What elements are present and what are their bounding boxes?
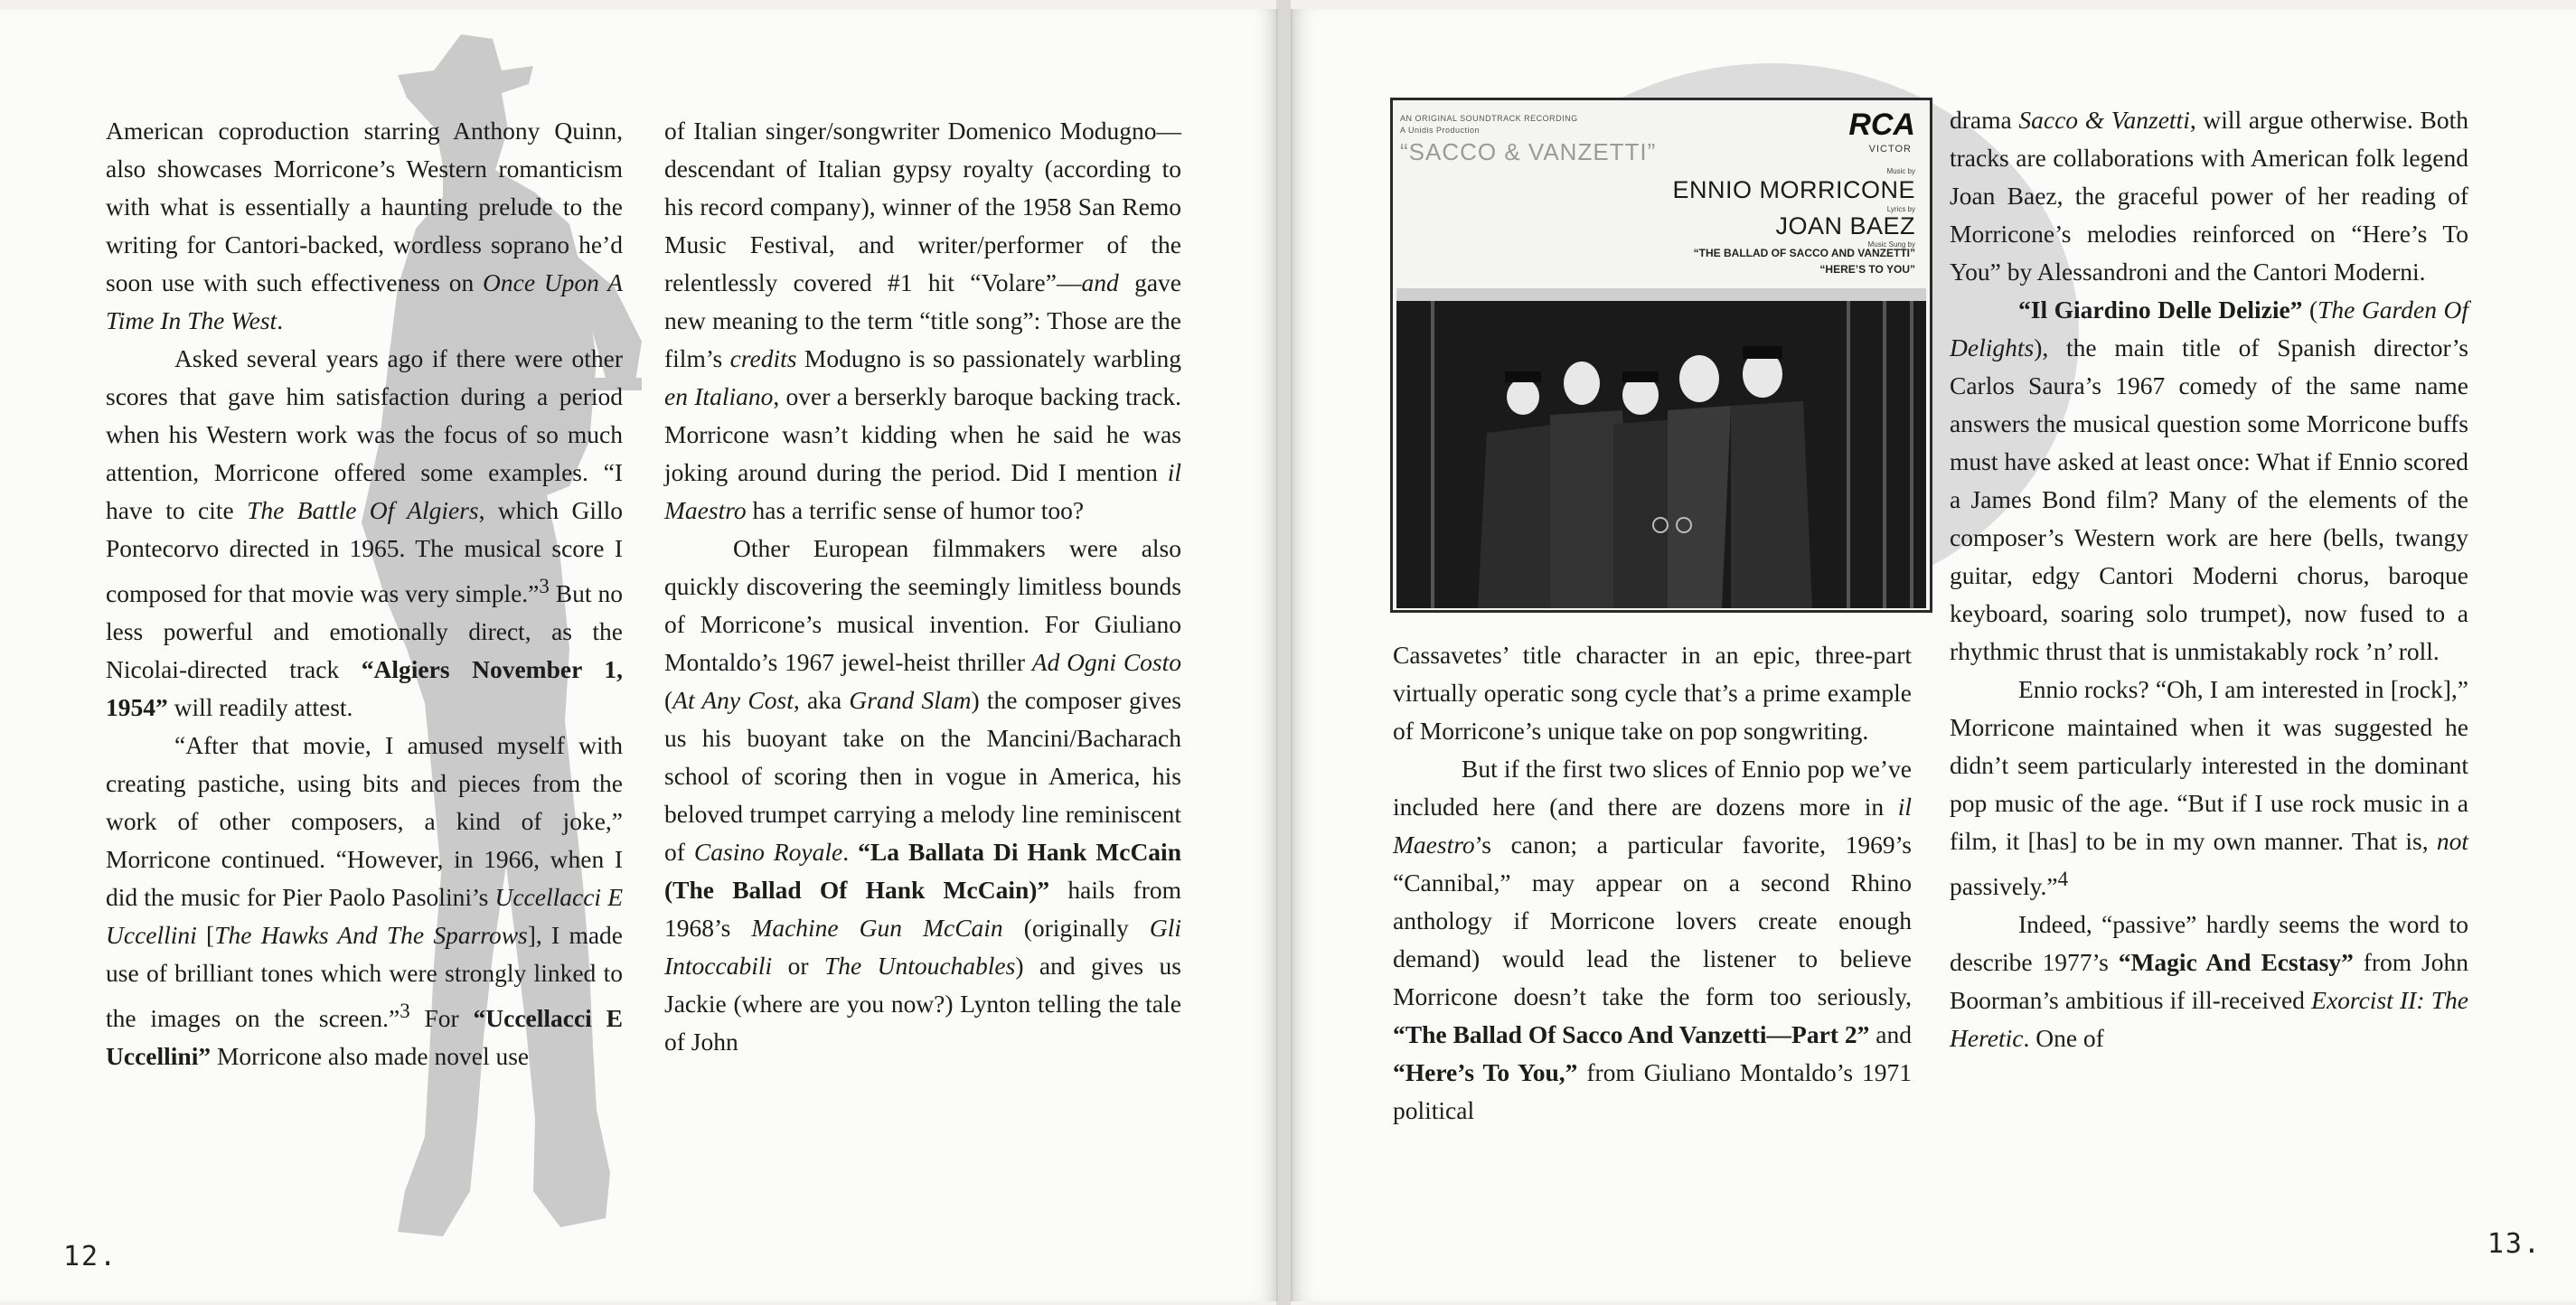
victor-label: VICTOR [1868, 144, 1912, 155]
text: , over a berserkly baroque backing track. Morricone wasn’t kidding when he said he was joking around during the period. Did I mention [664, 382, 1181, 486]
text: American coproduction starring Anthony Quinn, also showcases Morricone’s Western romanticism with what is essentially a haunting prelude to the writing for Cantori-backed, wordless soprano he’d soon use with such effectiveness on [106, 117, 623, 296]
text: ), the main title of Spanish director’s Carlos Saura’s 1967 comedy of the same name answers the musical question some Morricone buffs must have asked at least once: What if Ennio scored a James Bond film? Many of the elements of the composer’s Western work are here (bells, twangy guitar, edgy Cantori Moderni chorus, baroque keyboard, soaring solo trumpet), now fused to a rhythmic thrust that is unmistakably rock ’n’ roll. [1950, 333, 2468, 665]
text: Other European filmmakers were also quickly discovering the seemingly limitless bounds of Morricone’s musical invention. For Giuliano Montaldo’s 1967 jewel-heist thriller [664, 534, 1181, 676]
paragraph [664, 112, 1181, 530]
paragraph [106, 727, 623, 1075]
text: and [1869, 1020, 1912, 1048]
film-title: Casino Royale [693, 838, 843, 866]
text: hails from 1968’s [664, 876, 1181, 942]
text: ( [664, 686, 673, 714]
film-title: Uccellacci E Uccellini [106, 883, 623, 950]
text: passively.” [1950, 872, 2058, 901]
text: . [842, 838, 859, 866]
text: , will argue otherwise. Both tracks are collaborations with American folk legend Joan Baez, the graceful power of her reading of Morricone’s melodies reinforced on “Here’s To You” by Alessandroni and the Cantori Moderni. [1950, 106, 2468, 286]
film-title: At Any Cost [672, 686, 794, 714]
track-title: “The Ballad Of Sacco And Vanzetti—Part 2” [1393, 1020, 1870, 1048]
album-song: “HERE’S TO YOU” [1819, 263, 1915, 276]
footnote-ref: 4 [2057, 868, 2069, 890]
text: But if the first two slices of Ennio pop we’ve included here (and there are dozens more in [1393, 755, 1912, 821]
track-title: “Magic And Ecstasy” [2118, 948, 2354, 977]
text: ], I made use of brilliant tones which were strongly linked to the images on the screen.” [106, 921, 623, 1033]
film-title: Once Upon A Time In The West [106, 268, 623, 334]
paragraph [106, 112, 623, 340]
film-title: Exorcist II: The Heretic [1950, 986, 2468, 1053]
left-column-1 [106, 112, 623, 1075]
paragraph [664, 530, 1181, 1061]
text: from Giuliano Montaldo’s 1971 political [1393, 1058, 1912, 1124]
emphasis: and [1081, 268, 1119, 296]
album-title: “SACCO & VANZETTI” [1400, 138, 1657, 165]
paragraph [1950, 671, 2468, 906]
text: from John Boorman’s ambitious if ill-received [1950, 948, 2468, 1015]
film-title: Gli Intoccabili [664, 914, 1181, 980]
paragraph [1393, 636, 1912, 750]
rca-logo: RCA [1848, 108, 1915, 142]
film-title: The Battle Of Algiers [247, 496, 479, 524]
right-column-1 [1393, 636, 1912, 1130]
page-number-right: 13. [2487, 1228, 2542, 1260]
text: will readily attest. [167, 693, 353, 722]
album-artwork-image [1396, 288, 1926, 608]
page-number-left: 12. [63, 1241, 118, 1272]
emphasis: credits [729, 344, 797, 372]
text: , aka [793, 686, 850, 714]
album-cover-image [1390, 98, 1932, 613]
track-title: “Here’s To You,” [1393, 1058, 1578, 1086]
film-title: The Untouchables [823, 952, 1016, 980]
paragraph [1950, 101, 2468, 291]
text: , which Gillo Pontecorvo directed in 1965. The musical score I composed for that movie was very simple.” [106, 496, 623, 608]
text: (originally [1002, 914, 1150, 942]
track-title: “Il Giardino Delle Delizie” [2018, 296, 2303, 324]
album-artist: JOAN BAEZ [1775, 212, 1915, 239]
paragraph [1950, 906, 2468, 1057]
text: drama [1950, 106, 2019, 134]
emphasis: il Maestro [664, 458, 1181, 524]
text: ) and gives us Jackie (where are you now?) Lynton telling the tale of John [664, 952, 1181, 1056]
album-small-text: AN ORIGINAL SOUNDTRACK RECORDING [1400, 114, 1578, 123]
track-title: “Algiers November 1, 1954” [106, 655, 623, 722]
emphasis: not [2436, 827, 2468, 855]
film-title: Machine Gun McCain [751, 914, 1003, 942]
right-column-2 [1950, 101, 2468, 1057]
text: “After that movie, I amused myself with creating pastiche, using bits and pieces from the work of other composers, a kind of joke,” Morricone continued. “However, in 1966, when I did the music for Pier Paolo Pasolini’s [106, 731, 623, 912]
text: [ [196, 921, 215, 950]
text: . One of [2023, 1024, 2104, 1053]
album-artist: ENNIO MORRICONE [1672, 176, 1915, 203]
text: gave new meaning to the term “title song”: Those are the film’s [664, 268, 1181, 372]
film-title: Sacco & Vanzetti [2018, 106, 2190, 134]
text: Modugno is so passionately warbling [796, 344, 1182, 372]
text: ) the composer gives us his buoyant take on the Mancini/Bacharach school of scoring then in vogue in America, his beloved trumpet carrying a melody line reminiscent of [664, 686, 1182, 866]
emphasis: il Maestro [1393, 793, 1912, 859]
film-title: Grand Slam [849, 686, 972, 714]
film-title: Ad Ogni Costo [1031, 648, 1181, 676]
album-credit: Lyrics by [1886, 205, 1915, 213]
text: Ennio rocks? “Oh, I am interested in [rock],” Morricone maintained when it was suggested he didn’t seem particularly interested in the dominant pop music of the age. “But if I use rock music in a film, it [has] to be in my own manner. That is, [1950, 675, 2468, 855]
text: ( [2302, 296, 2318, 324]
album-credit: Music by [1886, 167, 1915, 175]
album-song: “THE BALLAD OF SACCO AND VANZETTI” [1693, 247, 1915, 259]
right-page [1291, 9, 2576, 1301]
text: ’s canon; a particular favorite, 1969’s “Cannibal,” may appear on a second Rhino anthology if Morricone lovers create enough demand) would lead the listener to believe Morricone doesn’t take the form too seriously, [1393, 831, 1912, 1010]
track-title: “La Ballata Di Hank McCain (The Ballad Of Hank McCain)” [664, 838, 1181, 904]
emphasis: en Italiano [664, 382, 774, 410]
text: Morricone also made novel use [211, 1042, 530, 1071]
text: For [409, 1004, 474, 1033]
album-small-text: A Unidis Production [1400, 126, 1481, 135]
footnote-ref: 3 [539, 575, 550, 597]
text: has a terrific sense of humor too? [746, 496, 1085, 524]
text: or [772, 952, 824, 980]
track-title: “Uccellacci E Uccellini” [106, 1004, 623, 1071]
footnote-ref: 3 [400, 1000, 410, 1023]
text: Asked several years ago if there were other scores that gave him satisfaction during a period when his Western work was the focus of so much attention, Morricone offered some examples. “I have to cite [106, 344, 623, 524]
text: . [277, 306, 284, 334]
paragraph [106, 340, 623, 727]
text: Cassavetes’ title character in an epic, three-part virtually operatic song cycle that’s a prime example of Morricone’s unique take on pop songwriting. [1393, 641, 1912, 745]
album-credit: Music Sung by [1867, 240, 1915, 249]
left-column-2 [664, 112, 1181, 1061]
paragraph [1950, 291, 2468, 671]
paragraph [1393, 750, 1912, 1130]
text: Indeed, “passive” hardly seems the word to describe 1977’s [1950, 910, 2468, 977]
film-title: The Hawks And The Sparrows [214, 921, 528, 950]
text: of Italian singer/songwriter Domenico Modugno—descendant of Italian gypsy royalty (according to his record company), winner of the 1958 San Remo Music Festival, and writer/performer of the relentlessly covered #1 hit “Volare”— [664, 117, 1181, 296]
left-page [0, 9, 1278, 1301]
book-gutter [1276, 0, 1291, 1305]
film-title: The Garden Of Delights [1950, 296, 2468, 361]
text: But no less powerful and emotionally direct, as the Nicolai-directed track [106, 579, 623, 684]
